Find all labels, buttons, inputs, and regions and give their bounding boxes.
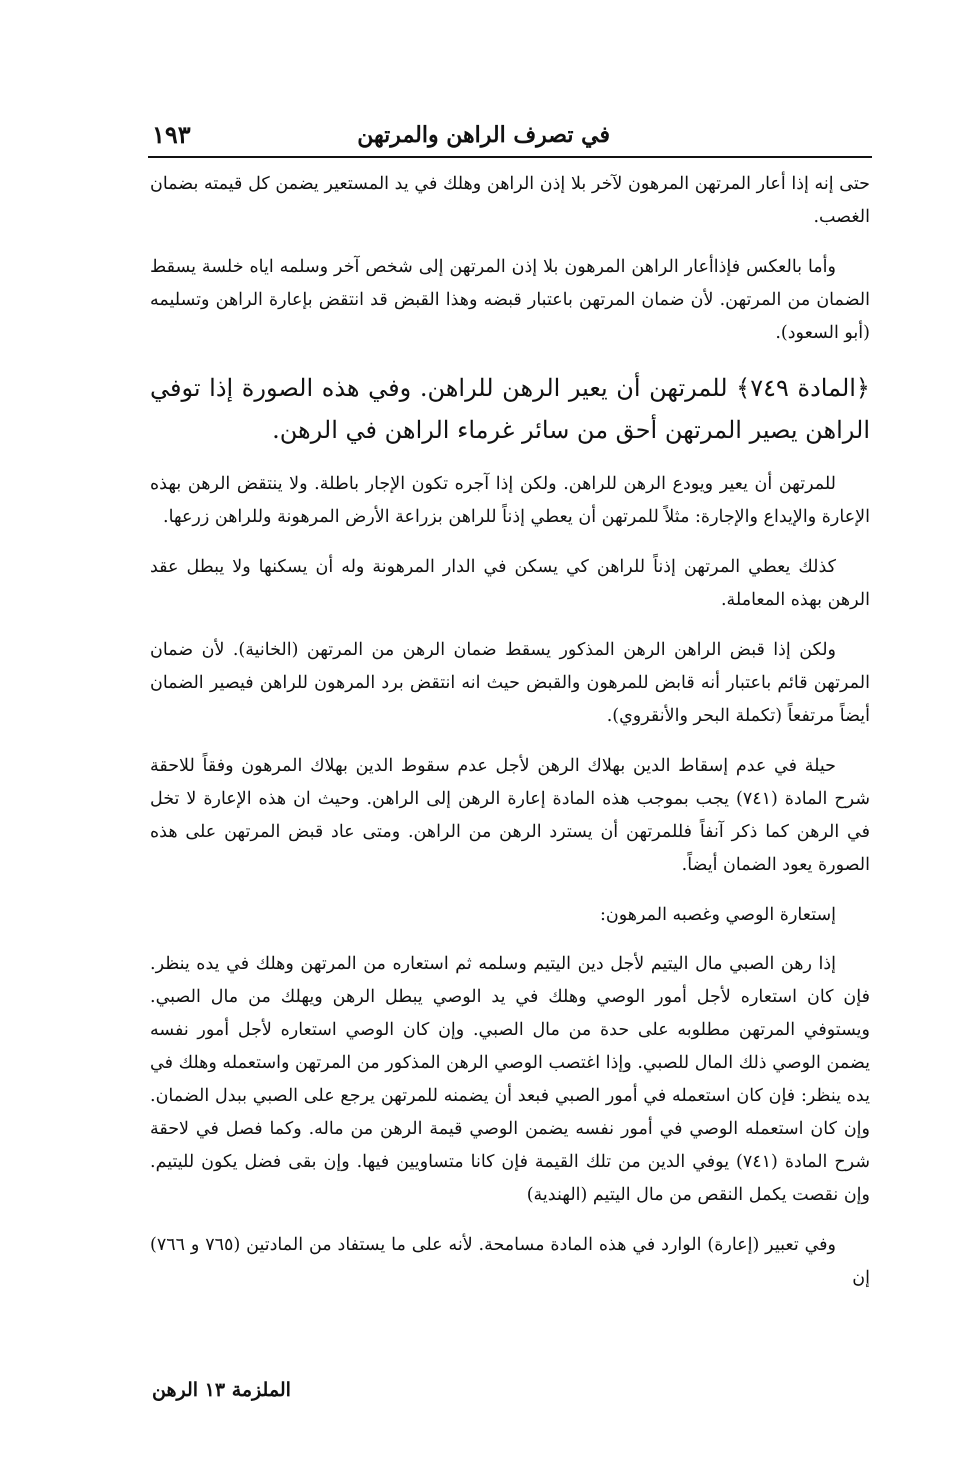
- paragraph: كذلك يعطي المرتهن إذناً للراهن كي يسكن في الدار المرهونة وله أن يسكنها ولا يبطل عقد الرهن بهذه المعاملة.: [150, 557, 870, 610]
- paragraph: وفي تعبير (إعارة) الوارد في هذه المادة مسامحة. لأنه على ما يستفاد من المادتين (٧٦٥ و ٧٦٦) إن: [150, 1235, 870, 1288]
- running-title: في تصرف الراهن والمرتهن: [357, 122, 610, 148]
- paragraph: حيلة في عدم إسقاط الدين بهلاك الرهن لأجل عدم سقوط الدين بهلاك المرهون وفقاً للاحقة شرح المادة (٧٤١) يجب بموجب هذه المادة إعارة الرهن إلى الراهن. وحيث ان هذه الإعارة لا تخل في الرهن كما ذكر آنفاً فللمرتهن أن يسترد الرهن من الراهن. ومتى عاد قبض المرتهن على هذه الصورة يعود الضمان أيضاً.: [150, 756, 870, 875]
- page-number: ١٩٣: [152, 120, 191, 149]
- article-heading: ﴿المادة ٧٤٩﴾ للمرتهن أن يعير الرهن للراهن. وفي هذه الصورة إذا توفي الراهن يصير المرتهن أحق من سائر غرماء الراهن في الرهن.: [150, 374, 870, 444]
- page-header: [148, 118, 872, 158]
- signature-mark: الملزمة ١٣ الرهن: [152, 1379, 291, 1401]
- paragraph: ولكن إذا قبض الراهن الرهن المذكور يسقط ضمان الرهن من المرتهن (الخانية). لأن ضمان المرتهن قائم باعتبار أنه قابض للمرهون والقبض حيث انه انتقض برد المرهون للراهن فيصير الضمان أيضاً مرتفعاً (تكملة البحر والأنقروي).: [150, 640, 870, 726]
- paragraph: وأما بالعكس فإذاأعار الراهن المرهون بلا إذن المرتهن إلى شخص آخر وسلمه اياه خلسة يسقط الضمان من المرتهن. لأن ضمان المرتهن باعتبار قبضه وهذا القبض قد انتقض بإعارة الراهن وتسليمه (أبو السعود).: [150, 257, 870, 343]
- section-subheading: إستعارة الوصي وغصبه المرهون:: [600, 905, 836, 925]
- paragraph: إذا رهن الصبي مال اليتيم لأجل دين اليتيم وسلمه ثم استعاره من المرتهن وهلك في يده ينظر. فإن كان استعاره لأجل أمور الوصي وهلك في يد الوصي يبطل الرهن ويهلك من مال الصبي. ويستوفي المرتهن مطلوبه على حدة من مال الصبي. وإن كان الوصي استعاره لأجل أمور نفسه يضمن الوصي ذلك المال للصبي. وإذا اغتصب الوصي الرهن المذكور من المرتهن واستعمله وهلك في يده ينظر: فإن كان استعمله في أمور الصبي فبعد أن يضمنه للمرتهن يرجع على الصبي ببدل الضمان. وإن كان استعمله الوصي في أمور نفسه يضمن الوصي قيمة الرهن من ماله. وكما فصل في لاحقة شرح المادة (٧٤١) يوفي الدين من تلك القيمة فإن كانا متساويين فيها. وإن بقى فضل يكون لليتيم. وإن نقصت يكمل النقص من مال اليتيم (الهندية): [150, 954, 870, 1205]
- page-body: [150, 168, 870, 1312]
- paragraph: للمرتهن أن يعير ويودع الرهن للراهن. ولكن إذا آجره تكون الإجار باطلة. ولا ينتقض الرهن بهذه الإعارة والإيداع والإجارة: مثلاً للمرتهن أن يعطي إذناً للراهن بزراعة الأرض المرهونة وللراهن زرعها.: [150, 474, 870, 527]
- page-footer: [150, 1375, 870, 1415]
- paragraph: حتى إنه إذا أعار المرتهن المرهون لآخر بلا إذن الراهن وهلك في يد المستعير يضمن كل قيمته بضمان الغصب.: [150, 174, 870, 227]
